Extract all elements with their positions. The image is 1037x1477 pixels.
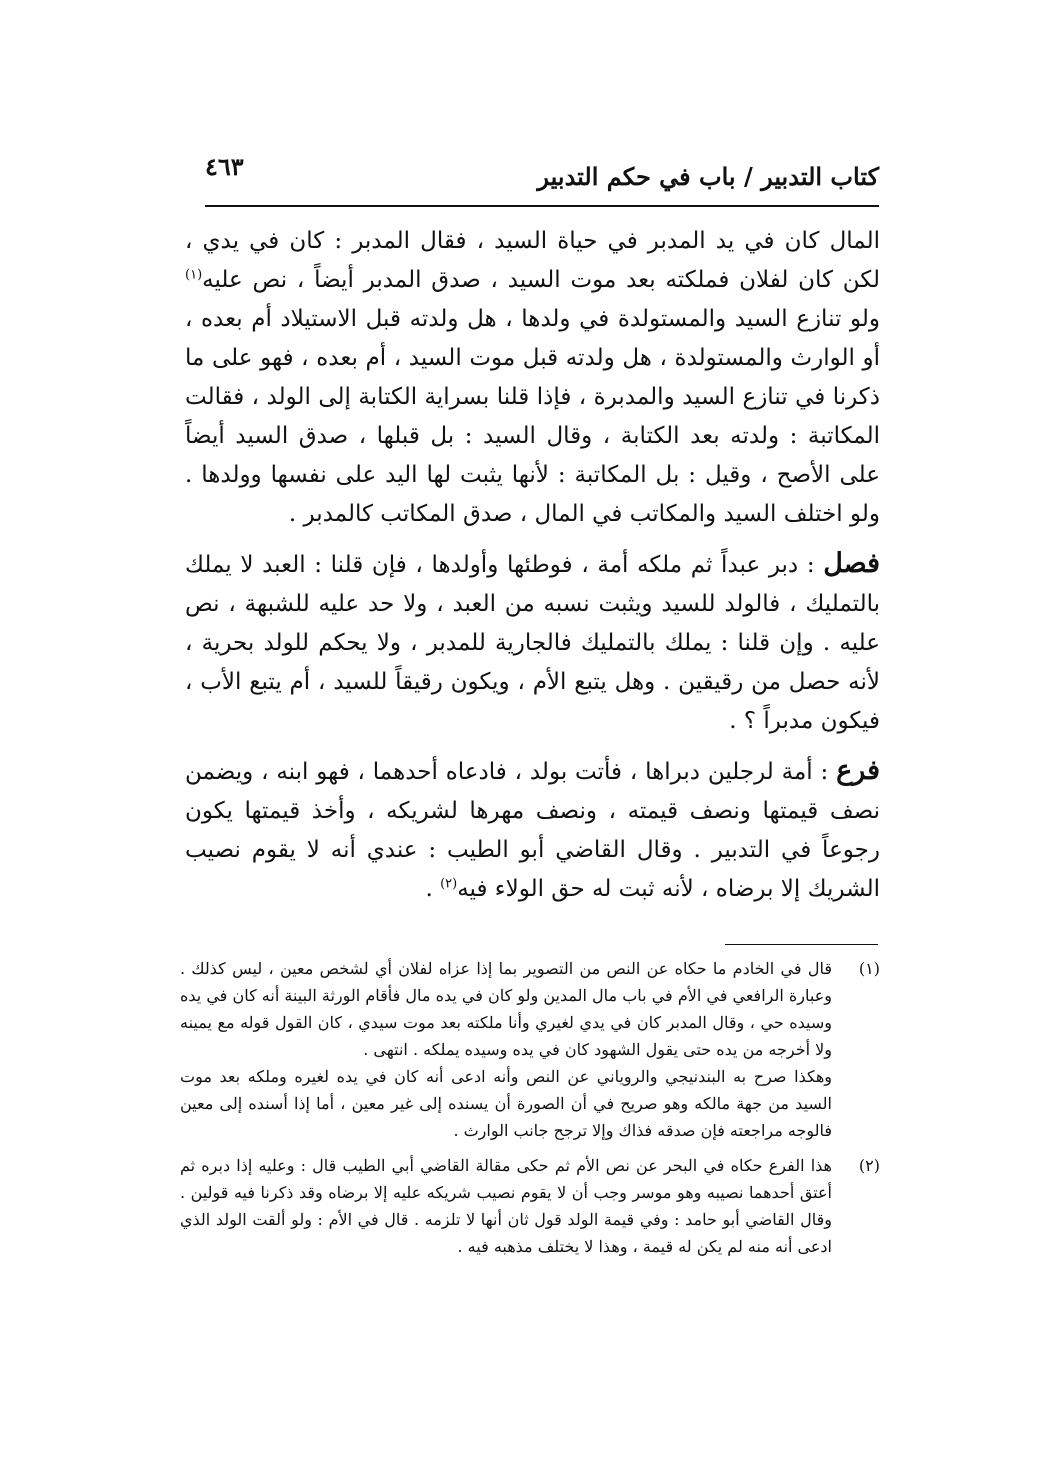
footnote-separator <box>725 944 878 945</box>
paragraph-2 <box>185 544 880 741</box>
paragraph-2-text: : دبر عبداً ثم ملكه أمة ، فوطئها وأولدها ، فإن قلنا : العبد لا يملك بالتمليك ، فالولد للسيد ويثبت نسبه من العبد ، ولا حد عليه للشبهة ، نص عليه . وإن قلنا : يملك بالتمليك فالجارية للمدبر ، ولا يحكم للولد بحرية ، لأنه حصل من رقيقين . وهل يتبع الأم ، ويكون رقيقاً للسيد ، أم يتبع الأب ، فيكون مدبراً ؟ . <box>185 552 880 734</box>
paragraph-1 <box>185 222 880 534</box>
page-number: ٤٦٣ <box>205 152 244 181</box>
footnote-line: وهكذا صرح به البندنيجي والروياني عن النص وأنه ادعى أنه كان في يده لغيره وملكه بعد موت السيد من جهة مالكه وهو صريح في أن الصورة أن يسنده إلى غير معين ، أما إذا أسنده إلى معين فالوجه مراجعته فإن صدقه فذاك وإلا ترجح جانب الوارث . <box>180 1067 832 1140</box>
main-text <box>185 222 880 909</box>
section-heading-far: فرع <box>836 755 880 786</box>
footnote-number: (٢) <box>858 1156 880 1175</box>
running-title: كتاب التدبير / باب في حكم التدبير <box>537 162 879 191</box>
paragraph-1-text-b: ولو تنازع السيد والمستولدة في ولدها ، هل ولدته قبل الاستيلاد أم بعده ، أو الوارث والمستولدة ، هل ولدته قبل موت السيد ، أم بعده ، فهو على ما ذكرنا في تنازع السيد والمدبرة ، فإذا قلنا بسراية الكتابة إلى الولد ، فقالت المكاتبة : ولدته بعد الكتابة ، وقال السيد : بل قبلها ، صدق السيد أيضاً على الأصح ، وقيل : بل المكاتبة : لأنها يثبت لها اليد على نفسها وولدها . ولو اختلف السيد والمكاتب في المال ، صدق المكاتب كالمدبر . <box>185 306 880 527</box>
paragraph-3 <box>185 751 880 909</box>
paragraph-1-text-a: المال كان في يد المدبر في حياة السيد ، فقال المدبر : كان في يدي ، لكن كان لفلان فملكته بعد موت السيد ، صدق المدبر أيضاً ، نص عليه <box>185 228 880 293</box>
running-header <box>205 152 879 202</box>
footnote-line: قال في الخادم ما حكاه عن النص من التصوير بما إذا عزاه لفلان أي لشخص معين ، ليس كذلك . وعبارة الرافعي في الأم في باب مال المدين ولو كان في يده مال فأقام الورثة البينة أنه كان في يده وسيده حي ، وقال المدبر كان في يدي لغيري وأنا ملكته بعد موت سيدي ، كان القول قوله مع يمينه ولا أخرجه من يده حتى يقول الشهود كان في يده وسيده يملكه . انتهى . <box>180 959 832 1059</box>
footnote-text <box>180 955 832 1144</box>
paragraph-3-text-b: . <box>425 876 441 902</box>
footnote-text <box>180 1152 832 1260</box>
section-heading-fasl: فصل <box>823 548 880 579</box>
footnote-line: هذا الفرع حكاه في البحر عن نص الأم ثم حكى مقالة القاضي أبي الطيب قال : وعليه إذا دبره ثم أعتق أحدهما نصيبه وهو موسر وجب أن لا يقوم نصيب شريكه عليه إلا برضاه وقد ذكرنا فيه قولين . وقال القاضي أبو حامد : وفي قيمة الولد قول ثان أنها لا تلزمه . قال في الأم : ولو ألقت الولد الذي ادعى أنه منه لم يكن له قيمة ، وهذا لا يختلف مذهبه فيه . <box>180 1156 832 1256</box>
footnotes <box>180 955 880 1260</box>
footnote-number: (١) <box>858 959 880 978</box>
paragraph-3-text-a: : أمة لرجلين دبراها ، فأتت بولد ، فادعاه أحدهما ، فهو ابنه ، ويضمن نصف قيمتها ونصف قيمته ، ونصف مهرها لشريكه ، وأخذ قيمتها يكون رجوعاً في التدبير . وقال القاضي أبو الطيب : عندي أنه لا يقوم نصيب الشريك إلا برضاه ، لأنه ثبت له حق الولاء فيه <box>185 759 880 902</box>
footnote-2 <box>180 1152 880 1260</box>
footnote-ref-2: (٢) <box>440 876 458 892</box>
header-rule <box>205 205 879 207</box>
footnote-1 <box>180 955 880 1144</box>
footnote-ref-1: (١) <box>185 267 203 283</box>
